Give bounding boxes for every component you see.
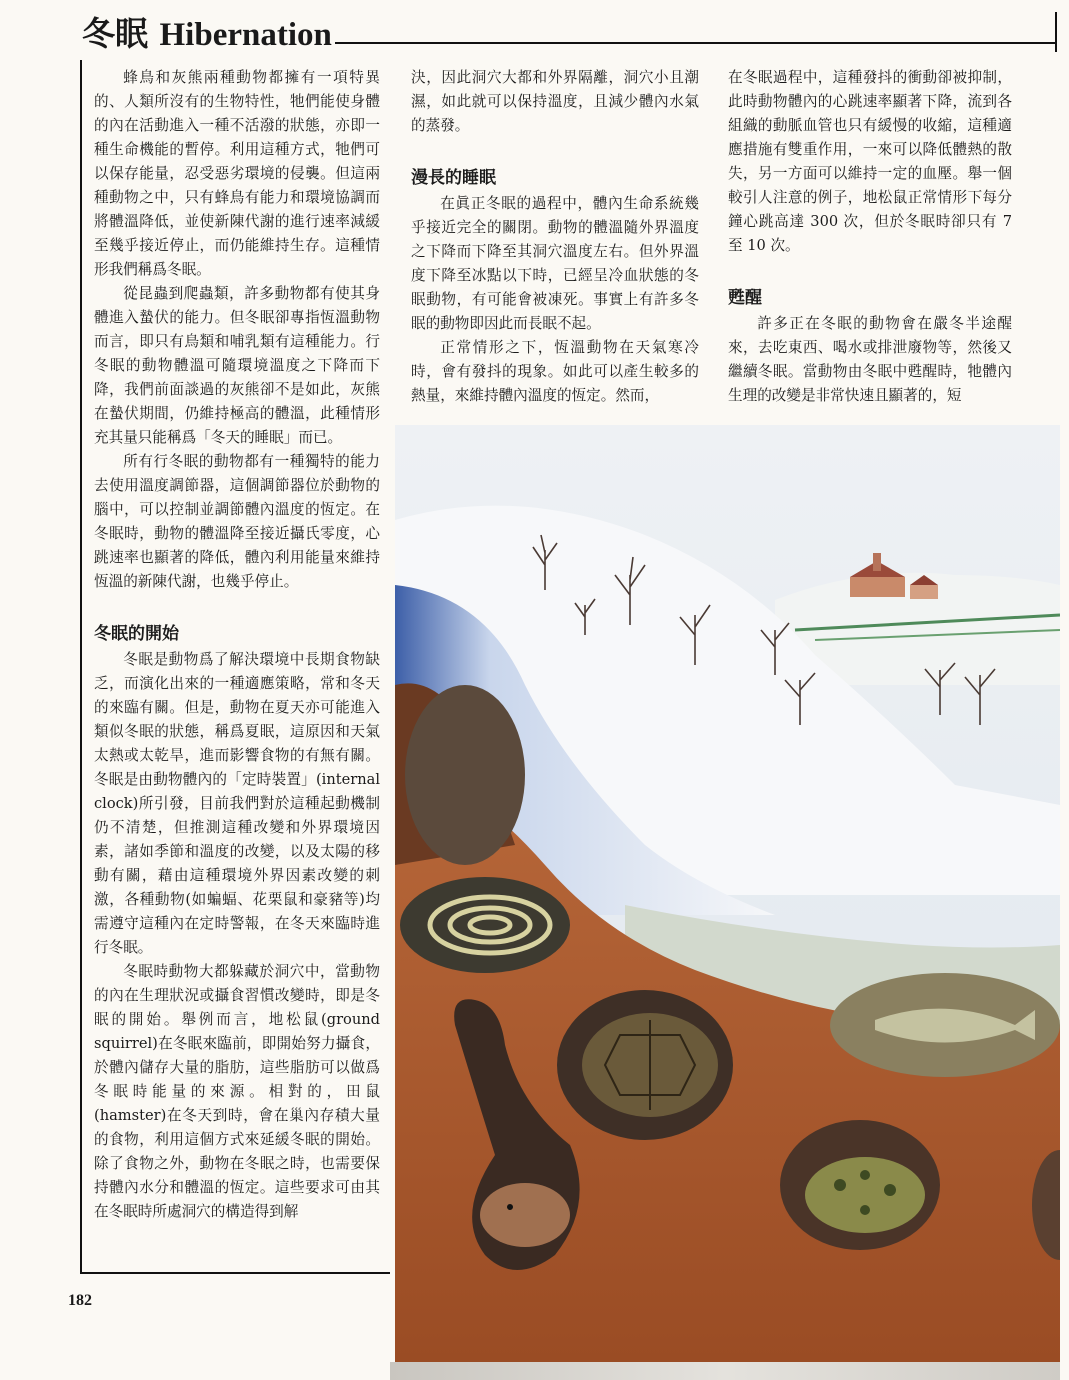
text-column-2 (411, 66, 699, 408)
paragraph-continuation: 決，因此洞穴大都和外界隔離，洞穴小且潮濕，如此就可以保持溫度，且減少體內水氣的蒸發。 (411, 69, 699, 134)
hibernation-illustration (395, 425, 1060, 1365)
text-column-1 (94, 66, 380, 1224)
section-heading-awakening: 甦醒 (728, 288, 762, 308)
paragraph: 冬眠是動物爲了解決環境中長期食物缺乏，而演化出來的一種適應策略，常和冬天的來臨有關。但是，動物在夏天亦可能進入類似冬眠的狀態，稱爲夏眠，這原因和天氣太熱或太乾旱，進而影響食物的有無有關。冬眠是由動物體內的「定時裝置」(internal clock)所引發，目前我們對於這種起動機制仍不清楚，但推測這種改變和外界環境因素，諸如季節和溫度的改變，以及太陽的移動有關，藉由這種環境外界因素改變的刺激，各種動物(如蝙蝠、花栗鼠和豪豬等)均需遵守這種內在定時警報，在冬天來臨時進行冬眠。 (94, 651, 380, 956)
title-en: Hibernation (159, 17, 332, 53)
page-title (82, 12, 332, 57)
bat-burrow (405, 685, 525, 865)
page-number: 182 (68, 1292, 92, 1309)
frame-line-left (80, 60, 82, 1272)
paragraph: 從昆蟲到爬蟲類，許多動物都有使其身體進入蟄伏的能力。但冬眠卻專指恆溫動物而言，即只有鳥類和哺乳類有這種能力。行冬眠的動物體溫可隨環境溫度之下降而下降，我們前面談過的灰熊卻不是如此，灰熊在蟄伏期間，仍維持極高的體溫，此種情形充其量只能稱爲「冬天的睡眠」而已。 (94, 285, 380, 446)
paragraph: 正常情形之下，恆溫動物在天氣寒冷時，會有發抖的現象。如此可以產生較多的熱量，來維持體內溫度的恆定。然而， (411, 339, 699, 404)
frame-line-bottom (80, 1272, 390, 1274)
text-column-3 (728, 66, 1012, 408)
hamster (480, 1183, 570, 1247)
frame-line-right (1055, 12, 1057, 52)
paragraph: 冬眠時動物大都躲藏於洞穴中，當動物的內在生理狀況或攝食習慣改變時，即是冬眠的開始。舉例而言，地松鼠(ground squirrel)在冬眠來臨前，即開始努力攝食，於體內儲存大量的脂肪，這些脂肪可以做爲冬眠時能量的來源。相對的，田鼠(hamster)在冬天到時，會在巢內存積大量的食物，利用這個方式來延緩冬眠的開始。除了食物之外，動物在冬眠之時，也需要保持體內水分和體溫的恆定。這些要求可由其在冬眠時所處洞穴的構造得到解 (94, 963, 380, 1220)
frame-line-top (335, 42, 1055, 44)
frog (805, 1157, 925, 1233)
section-heading-onset: 冬眠的開始 (94, 624, 179, 644)
paragraph: 所有行冬眠的動物都有一種獨特的能力去使用溫度調節器，這個調節器位於動物的腦中，可以控制並調節體內溫度的恆定。在冬眠時，動物的體溫降至接近攝氏零度，心跳速率也顯著的降低，體內利用能量來維持恆溫的新陳代謝，也幾乎停止。 (94, 453, 380, 590)
title-zh: 冬眠 (82, 14, 148, 53)
paragraph: 蜂鳥和灰熊兩種動物都擁有一項特異的、人類所沒有的生物特性，牠們能使身體的內在活動進入一種不活潑的狀態，亦即一種生命機能的暫停。利用這種方式，牠們可以保存能量，忍受惡劣環境的侵襲。但這兩種動物之中，只有蜂鳥有能力和環境協調而將體溫降低，並使新陳代謝的進行速率減緩至幾乎接近停止，而仍能維持生存。這種情形我們稱爲冬眠。 (94, 69, 380, 278)
paragraph: 許多正在冬眠的動物會在嚴冬半途醒來，去吃東西、喝水或排泄廢物等，然後又繼續冬眠。當動物由冬眠中甦醒時，牠體內生理的改變是非常快速且顯著的，短 (728, 315, 1012, 404)
page-edge (390, 1362, 1060, 1380)
paragraph-continuation: 在冬眠過程中，這種發抖的衝動卻被抑制，此時動物體內的心跳速率顯著下降，流到各組織的動脈血管也只有緩慢的收縮，這種適應措施有雙重作用，一來可以降低體熱的散失，另一方面可以維持一定的血壓。舉一個較引人注意的例子，地松鼠正常情形下每分鐘心跳高達 300 次，但於冬眠時卻只有 7 至 10 次。 (728, 69, 1012, 254)
paragraph: 在眞正冬眠的過程中，體內生命系統幾乎接近完全的關閉。動物的體溫隨外界溫度之下降而下降至其洞穴溫度左右。但外界溫度下降至冰點以下時，已經呈冷血狀態的冬眠動物，有可能會被凍死。事實上有許多冬眠的動物即因此而長眠不起。 (411, 195, 699, 332)
section-heading-long-sleep: 漫長的睡眠 (411, 168, 496, 188)
snake-burrow (400, 877, 570, 973)
